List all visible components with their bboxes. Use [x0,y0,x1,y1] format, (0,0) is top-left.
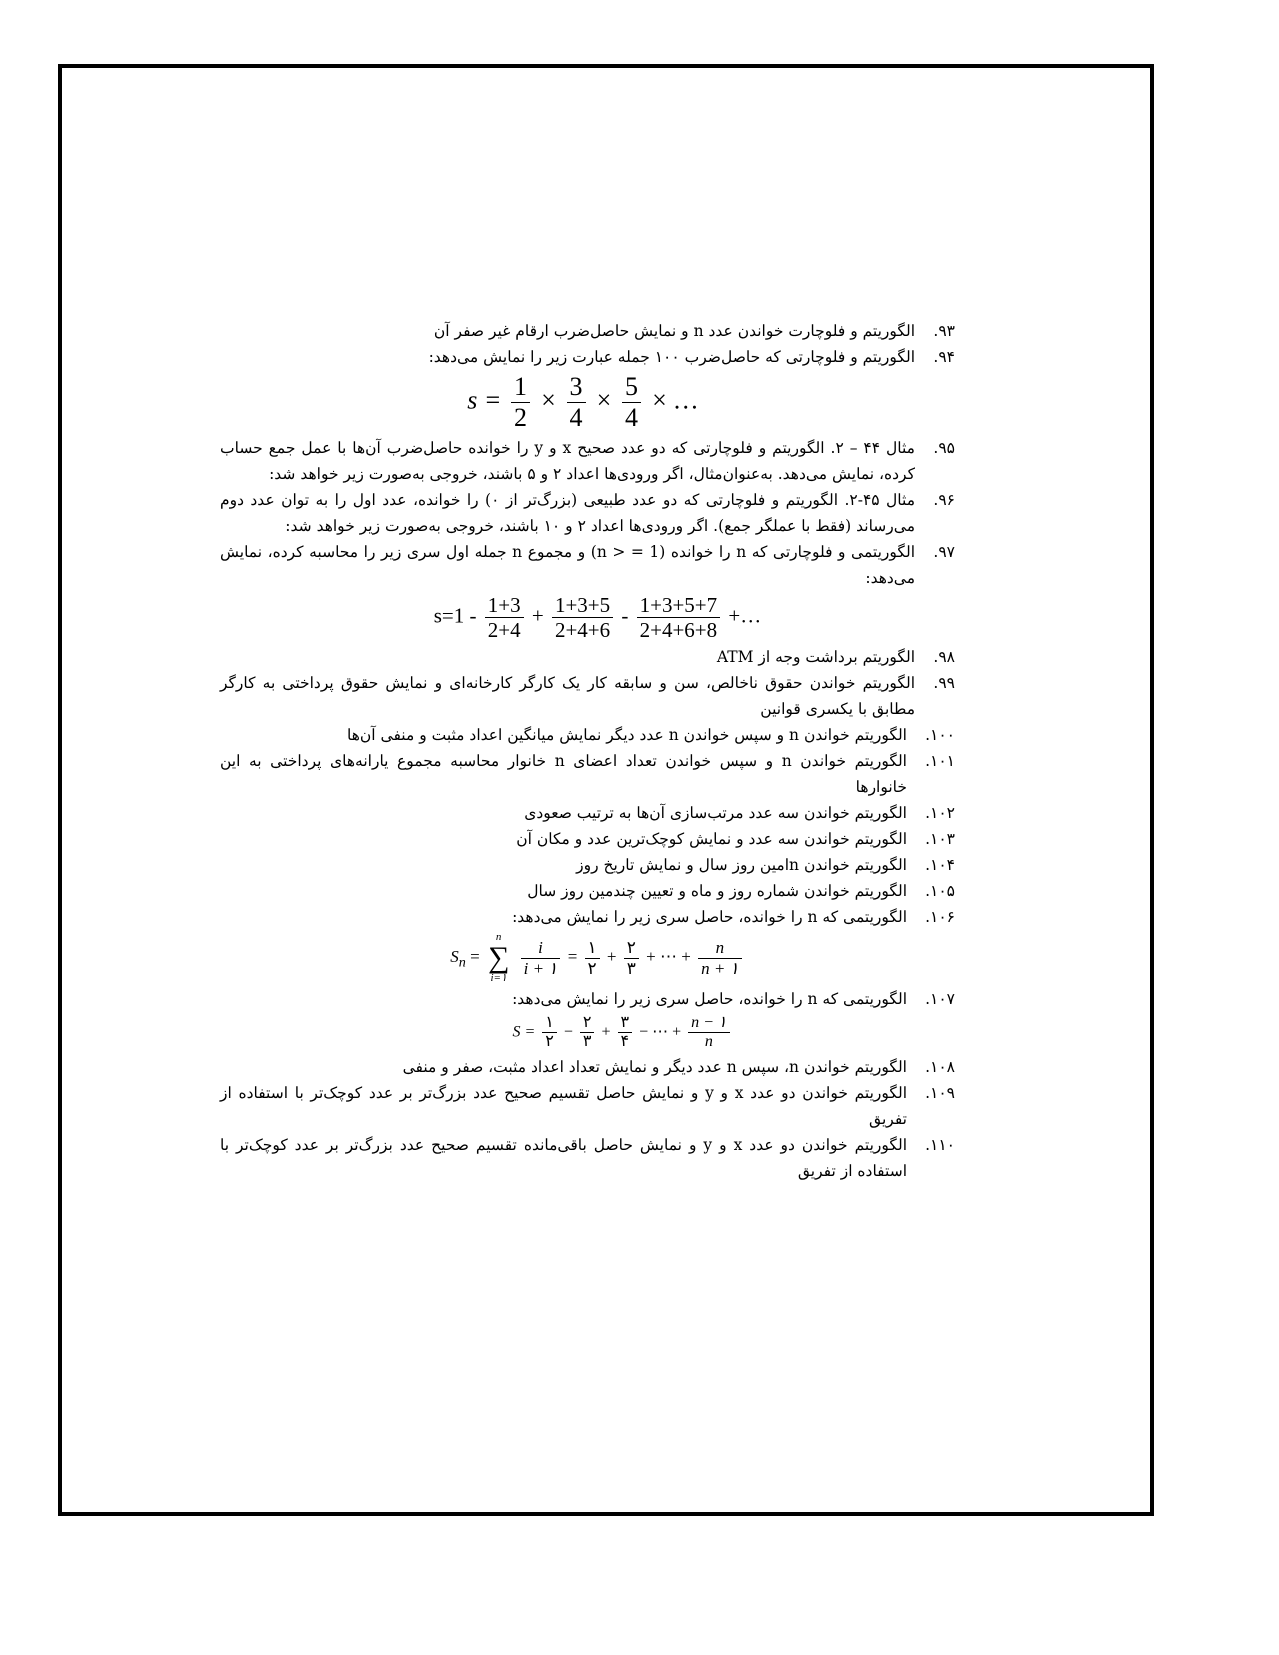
list-item [220,800,955,826]
formula-series: s=1 - $\frac{1+3}{2+4}$ + $\frac{1+3+5}{2+4+6}$ - $\frac{1+3+5+7}{2+4+6+8}$ +… [433,592,762,642]
item-text: الگوریتم و فلوچارتی که حاصل‌ضرب ۱۰۰ جمله عبارت زیر را نمایش می‌دهد: [428,348,915,366]
formula-product: s = $\frac{1}{2}$ × $\frac{3}{4}$ × $\frac{5}{4}$ × … [467,372,698,432]
item-number: ۹۸. [933,648,955,667]
item-number: ۹۶. [933,490,955,509]
item-text: الگوریتمی که n را خوانده، حاصل سری زیر را نمایش می‌دهد: [512,990,907,1009]
list-item [220,670,955,722]
list-item [220,826,955,852]
list-item [220,487,955,539]
item-number: ۱۰۸. [925,1057,955,1076]
item-text: الگوریتم و فلوچارت خواندن عدد n و نمایش حاصل‌ضرب ارقام غیر صفر آن [433,322,915,340]
item-text: الگوریتم خواندن دو عدد x و y و نمایش حاصل باقی‌مانده تقسیم صحیح عدد بزرگ‌تر بر عدد کوچک‌تر با استفاده از تفریق [220,1135,907,1180]
list-item [220,344,955,370]
item-number: ۱۰۳. [925,830,955,849]
exercise-list [220,318,955,1184]
item-number: ۹۳. [933,322,955,340]
item-text: الگوریتم خواندن سه عدد و نمایش کوچک‌ترین عدد و مکان آن [516,830,907,849]
item-text: الگوریتم خواندن دو عدد x و y و نمایش حاصل تقسیم صحیح عدد بزرگ‌تر بر عدد کوچک‌تر با استفاده از تفریق [220,1083,908,1128]
item-number: ۹۹. [933,674,955,693]
item-text: الگوریتمی و فلوچارتی که n را خوانده (n > = 1) و مجموع n جمله اول سری زیر را محاسبه کرده، نمایش می‌دهد: [220,542,916,587]
item-number: ۱۰۹. [925,1083,955,1102]
list-item [220,748,955,800]
list-item [220,1132,955,1184]
item-number: ۹۷. [933,542,955,561]
item-number: ۱۰۲. [925,804,955,823]
item-text: الگوریتم خواندن شماره روز و ماه و تعیین چندمین روز سال [527,882,907,901]
list-item [220,878,955,904]
list-item [220,644,955,670]
item-text: الگوریتمی که n را خوانده، حاصل سری زیر را نمایش می‌دهد: [512,908,907,927]
item-number: ۱۰۰. [925,726,955,745]
item-number: ۱۰۶. [925,908,955,927]
list-item [220,852,955,878]
item-text: الگوریتم برداشت وجه از ATM [716,648,915,667]
list-item [220,1080,955,1132]
item-text: الگوریتم خواندن سه عدد مرتب‌سازی آن‌ها به ترتیب صعودی [524,804,907,823]
formula-sum: $S_n$ = n ∑ i=۱ $\frac{i}{i + ۱}$ = $\frac{۱}{۲}$ + $\frac{۲}{۳}$ + ⋯ + $\frac{n}{n + ۱}$ [220,932,955,984]
item-number: ۱۰۴. [925,856,955,875]
formula-alternating: S = $\frac{۱}{۲}$ − $\frac{۲}{۳}$ + $\frac{۳}{۴}$ − ⋯ + $\frac{n - ۱}{n}$ [220,1014,955,1052]
item-number: ۱۰۱. [925,752,955,771]
list-item [220,904,955,930]
item-text: الگوریتم خواندن حقوق ناخالص، سن و سابقه کار یک کارگر کارخانه‌ای و نمایش حقوق پرداختی به کارگر مطابق با یکسری قوانین [220,674,915,719]
list-item [220,986,955,1012]
item-number: ۱۱۰. [925,1135,955,1154]
item-number: ۹۵. [933,438,955,457]
list-item [220,318,955,344]
item-text: مثال ۴۵-۲. الگوریتم و فلوچارتی که دو عدد طبیعی (بزرگ‌تر از ۰) را خوانده، عدد اول را به توان عدد دوم می‌رساند (فقط با عملگر جمع). اگر ورودی‌ها اعداد ۲ و ۱۰ باشند، خروجی به‌صورت زیر خواهد شد: [220,490,915,535]
item-text: الگوریتم خواندن n، سپس n عدد دیگر و نمایش تعداد اعداد مثبت، صفر و منفی [402,1057,907,1076]
item-number: ۱۰۵. [925,882,955,901]
item-number: ۹۴. [933,348,955,366]
item-text: الگوریتم خواندن nامین روز سال و نمایش تاریخ روز [576,856,907,875]
item-text: الگوریتم خواندن n و سپس خواندن n عدد دیگر نمایش میانگین اعداد مثبت و منفی آن‌ها [347,726,907,745]
list-item [220,539,955,591]
list-item [220,722,955,748]
list-item [220,435,955,487]
item-text: الگوریتم خواندن n و سپس خواندن تعداد اعضای n خانوار محاسبه مجموع یارانه‌های پرداختی به این خانوارها [220,752,907,797]
item-number: ۱۰۷. [925,990,955,1009]
list-item [220,1054,955,1080]
item-text: مثال ۴۴ – ۲. الگوریتم و فلوچارتی که دو عدد صحیح x و y را خوانده حاصل‌ضرب آن‌ها با عمل جمع حساب کرده، نمایش می‌دهد. به‌عنوان‌مثال، اگر ورودی‌ها اعداد ۲ و ۵ باشند، خروجی به‌صورت زیر خواهد شد: [220,438,915,483]
